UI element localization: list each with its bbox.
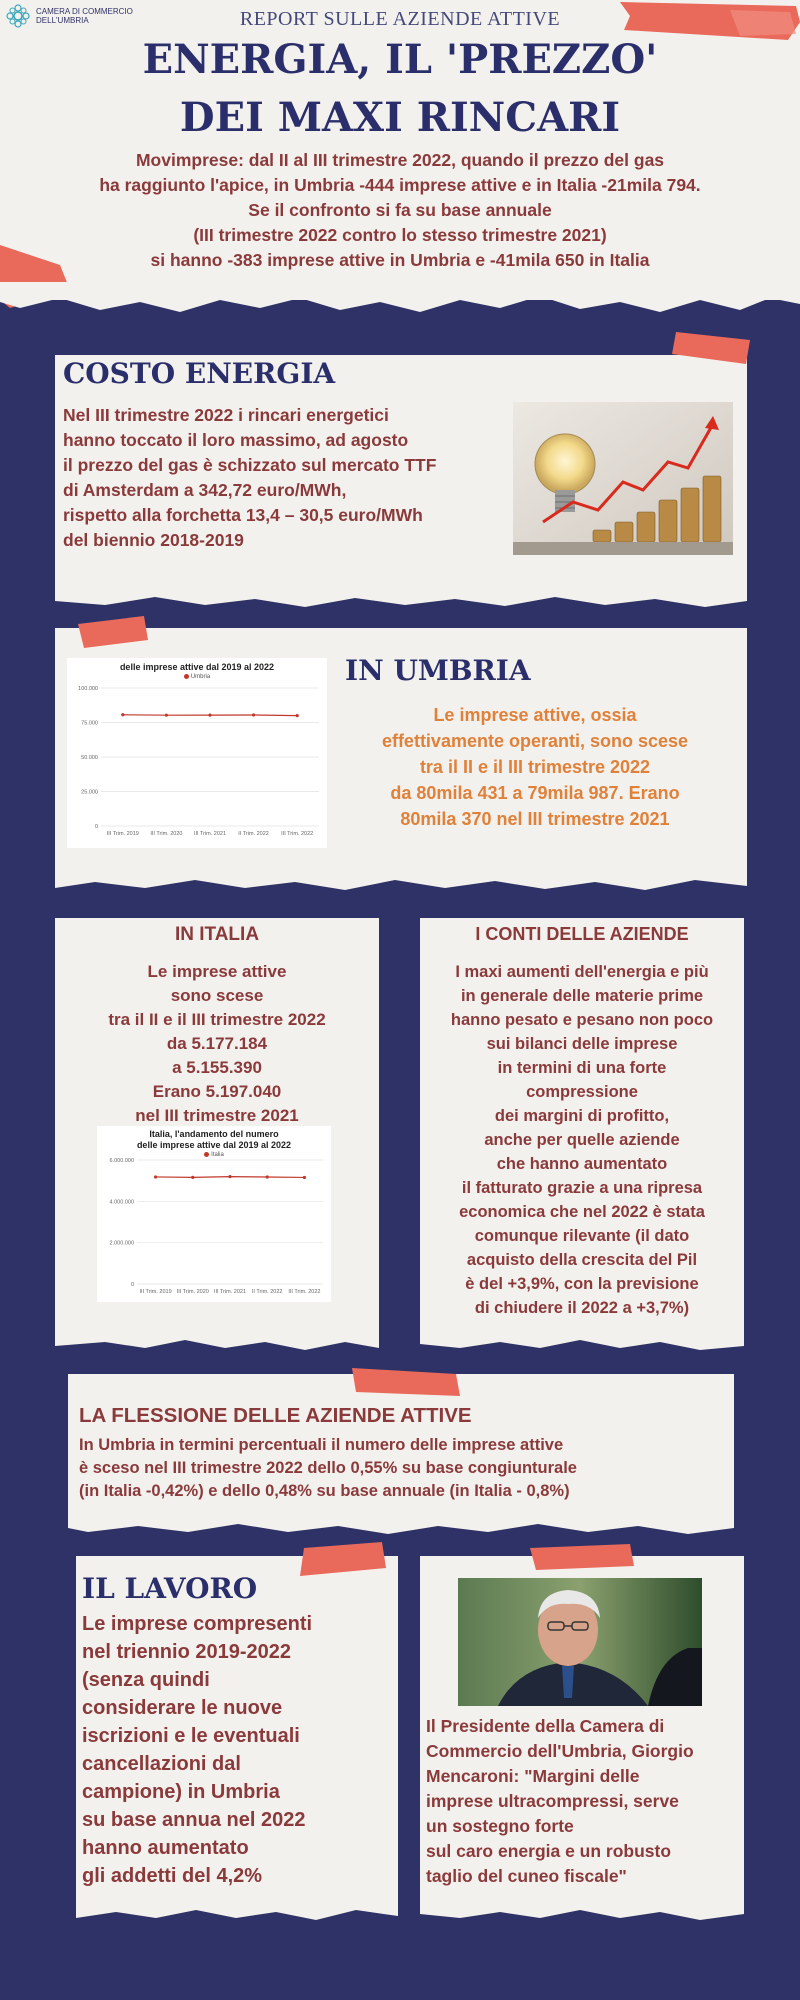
data-point bbox=[165, 714, 168, 717]
umbria-line-chart bbox=[67, 658, 327, 848]
lead-line: ha raggiunto l'apice, in Umbria -444 imprese attive e in Italia -21mila 794. bbox=[99, 175, 701, 195]
x-tick-label: III Trim. 2021 bbox=[213, 1289, 247, 1295]
lead-line: Movimprese: dal II al III trimestre 2022, quando il prezzo del gas bbox=[135, 150, 665, 170]
text-line: taglio del cuneo fiscale" bbox=[426, 1866, 627, 1886]
data-point bbox=[208, 713, 211, 716]
text-line: il fatturato grazie a una ripresa bbox=[461, 1179, 703, 1197]
costo-energia-heading: COSTO ENERGIA bbox=[63, 357, 336, 390]
italia-card bbox=[55, 918, 379, 1338]
text-line: (senza quindi bbox=[82, 1669, 210, 1691]
text-line: di chiudere il 2022 a +3,7%) bbox=[474, 1299, 690, 1317]
lead-paragraph bbox=[40, 148, 760, 273]
y-tick-label: 0 bbox=[130, 1282, 134, 1288]
umbria-text bbox=[335, 702, 735, 832]
lavoro-card bbox=[76, 1556, 398, 1908]
torn-edge bbox=[55, 876, 747, 892]
text-line: Le imprese attive bbox=[147, 962, 287, 981]
costo-energia-card bbox=[55, 355, 747, 595]
x-tick-label: II Trim. 2022 bbox=[238, 831, 269, 837]
text-line: in termini di una forte bbox=[497, 1059, 667, 1077]
text-line: effettivamente operanti, sono scese bbox=[381, 731, 689, 751]
tape-flessione bbox=[352, 1366, 460, 1400]
text-line: 80mila 370 nel III trimestre 2021 bbox=[400, 809, 670, 829]
text-line: (in Italia -0,42%) e dello 0,48% su base annuale (in Italia - 0,8%) bbox=[79, 1482, 570, 1500]
report-kicker: REPORT SULLE AZIENDE ATTIVE bbox=[239, 8, 561, 30]
x-tick-label: III Trim. 2019 bbox=[139, 1289, 172, 1295]
text-line: hanno aumentato bbox=[82, 1837, 249, 1859]
data-point bbox=[296, 714, 299, 717]
x-tick-label: III Trim. 2022 bbox=[288, 1289, 321, 1295]
text-line: economica che nel 2022 è stata bbox=[459, 1203, 705, 1221]
text-line: Nel III trimestre 2022 i rincari energetici bbox=[63, 405, 389, 425]
text-line: tra il II e il III trimestre 2022 bbox=[419, 757, 651, 777]
flessione-heading: LA FLESSIONE DELLE AZIENDE ATTIVE bbox=[79, 1404, 472, 1427]
umbria-heading: IN UMBRIA bbox=[345, 654, 531, 687]
legend-label: Italia bbox=[211, 1152, 224, 1159]
data-point bbox=[303, 1176, 306, 1179]
text-line: nel triennio 2019-2022 bbox=[82, 1641, 291, 1663]
torn-edge bbox=[0, 282, 800, 322]
x-tick-label: III Trim. 2021 bbox=[193, 831, 227, 837]
text-line: campione) in Umbria bbox=[82, 1781, 280, 1803]
president-photo bbox=[458, 1578, 702, 1706]
text-line: che hanno aumentato bbox=[496, 1155, 668, 1173]
text-line: iscrizioni e le eventuali bbox=[82, 1725, 300, 1747]
torn-edge bbox=[68, 1520, 734, 1536]
text-line: tra il II e il III trimestre 2022 bbox=[108, 1010, 326, 1029]
lead-line: (III trimestre 2022 contro lo stesso trimestre 2021) bbox=[193, 225, 607, 245]
lightbulb-coins-image bbox=[513, 402, 733, 555]
torn-edge bbox=[55, 1336, 379, 1352]
text-line: acquisto della crescita del Pil bbox=[466, 1251, 698, 1269]
text-line: sul caro energia e un robusto bbox=[426, 1841, 672, 1861]
data-point bbox=[228, 1175, 231, 1178]
data-point bbox=[154, 1175, 157, 1178]
x-tick-label: III Trim. 2020 bbox=[150, 831, 183, 837]
text-line: in generale delle materie prime bbox=[460, 987, 704, 1005]
text-line: hanno toccato il loro massimo, ad agosto bbox=[63, 430, 409, 450]
chart-title-line: Italia, l'andamento del numero bbox=[149, 1129, 279, 1139]
tape-umbria bbox=[78, 616, 148, 650]
lavoro-heading: IL LAVORO bbox=[82, 1572, 258, 1605]
umbria-card bbox=[55, 628, 747, 878]
y-tick-label: 100.000 bbox=[78, 686, 98, 692]
presidente-card bbox=[420, 1556, 744, 1908]
lead-line: si hanno -383 imprese attive in Umbria e -41mila 650 in Italia bbox=[150, 250, 650, 270]
conti-heading: I CONTI DELLE AZIENDE bbox=[475, 924, 689, 944]
text-line: Il Presidente della Camera di bbox=[426, 1716, 665, 1736]
conti-text bbox=[420, 960, 744, 1320]
x-tick-label: III Trim. 2022 bbox=[281, 831, 314, 837]
y-tick-label: 25.000 bbox=[81, 789, 98, 796]
y-tick-label: 75.000 bbox=[81, 720, 98, 727]
text-line: hanno pesato e pesano non poco bbox=[450, 1011, 714, 1029]
x-tick-label: II Trim. 2022 bbox=[251, 1289, 283, 1295]
text-line: considerare le nuove bbox=[82, 1697, 283, 1719]
umbria-chart-title: delle imprese attive dal 2019 al 2022 bbox=[119, 662, 275, 672]
text-line: Commercio dell'Umbria, Giorgio bbox=[426, 1741, 694, 1761]
lightbulb-icon bbox=[513, 402, 733, 555]
italia-line-chart bbox=[97, 1126, 331, 1302]
text-line: comunque rilevante (il dato bbox=[474, 1227, 690, 1245]
flessione-text bbox=[79, 1434, 577, 1503]
text-line: da 80mila 431 a 79mila 987. Erano bbox=[390, 783, 680, 803]
data-point bbox=[121, 713, 124, 716]
page-title-line2: DEI MAXI RINCARI bbox=[179, 94, 621, 141]
presidente-text bbox=[426, 1714, 694, 1889]
text-line: nel III trimestre 2021 bbox=[135, 1106, 299, 1125]
torn-edge bbox=[76, 1906, 398, 1922]
text-line: compressione bbox=[526, 1083, 638, 1101]
y-tick-label: 6.000.000 bbox=[109, 1158, 134, 1164]
chart-title-line: delle imprese attive dal 2019 al 2022 bbox=[136, 1140, 292, 1150]
data-point bbox=[191, 1176, 194, 1179]
umbria-chart bbox=[67, 658, 327, 848]
text-line: In Umbria in termini percentuali il numero delle imprese attive bbox=[79, 1436, 564, 1454]
x-tick-label: III Trim. 2019 bbox=[106, 831, 139, 837]
text-line: a 5.155.390 bbox=[172, 1058, 262, 1077]
y-tick-label: 50.000 bbox=[81, 755, 98, 761]
italia-text bbox=[55, 960, 379, 1128]
data-point bbox=[266, 1175, 269, 1178]
y-tick-label: 2.000.000 bbox=[109, 1240, 134, 1247]
text-line: dei margini di profitto, bbox=[494, 1107, 670, 1125]
y-tick-label: 0 bbox=[94, 824, 98, 830]
tape-costo-energia bbox=[672, 330, 752, 366]
text-line: di Amsterdam a 342,72 euro/MWh, bbox=[63, 480, 347, 500]
text-line: un sostegno forte bbox=[426, 1816, 574, 1836]
text-line: rispetto alla forchetta 13,4 – 30,5 euro/MWh bbox=[63, 505, 423, 525]
torn-edge bbox=[55, 593, 747, 609]
tape-presidente bbox=[530, 1542, 634, 1572]
page-title-line1: ENERGIA, IL 'PREZZO' bbox=[142, 36, 658, 83]
italia-heading: IN ITALIA bbox=[174, 924, 260, 945]
text-line: I maxi aumenti dell'energia e più bbox=[455, 963, 709, 981]
text-line: Le imprese compresenti bbox=[82, 1613, 313, 1635]
text-line: cancellazioni dal bbox=[82, 1753, 241, 1775]
text-line: Erano 5.197.040 bbox=[152, 1082, 282, 1101]
logo-text: CAMERA DI COMMERCIO DELL'UMBRIA bbox=[36, 7, 133, 25]
y-tick-label: 4.000.000 bbox=[109, 1199, 134, 1206]
text-line: su base annua nel 2022 bbox=[82, 1809, 306, 1831]
tape-lavoro bbox=[300, 1542, 386, 1578]
text-line: imprese ultracompressi, serve bbox=[426, 1791, 679, 1811]
text-line: del biennio 2018-2019 bbox=[63, 530, 244, 550]
text-line: anche per quelle aziende bbox=[484, 1131, 680, 1149]
lead-line: Se il confronto si fa su base annuale bbox=[248, 200, 552, 220]
italia-chart bbox=[97, 1126, 331, 1302]
text-line: sono scese bbox=[170, 986, 264, 1005]
text-line: è del +3,9%, con la previsione bbox=[465, 1275, 699, 1293]
person-icon bbox=[458, 1578, 702, 1706]
text-line: Mencaroni: "Margini delle bbox=[426, 1766, 640, 1786]
torn-edge bbox=[420, 1336, 744, 1352]
header-section bbox=[0, 0, 800, 300]
lavoro-text bbox=[82, 1610, 312, 1890]
costo-energia-text bbox=[63, 403, 436, 553]
text-line: Le imprese attive, ossia bbox=[433, 705, 637, 725]
text-line: sui bilanci delle imprese bbox=[486, 1035, 678, 1053]
torn-edge bbox=[420, 1906, 744, 1922]
text-line: è sceso nel III trimestre 2022 dello 0,55% su base congiunturale bbox=[79, 1459, 577, 1477]
x-tick-label: III Trim. 2020 bbox=[176, 1289, 209, 1295]
text-line: da 5.177.184 bbox=[166, 1034, 268, 1053]
legend-label: Umbria bbox=[190, 674, 211, 681]
data-point bbox=[252, 713, 255, 716]
text-line: il prezzo del gas è schizzato sul mercato TTF bbox=[63, 455, 437, 475]
conti-card bbox=[420, 918, 744, 1338]
text-line: gli addetti del 4,2% bbox=[82, 1865, 263, 1887]
